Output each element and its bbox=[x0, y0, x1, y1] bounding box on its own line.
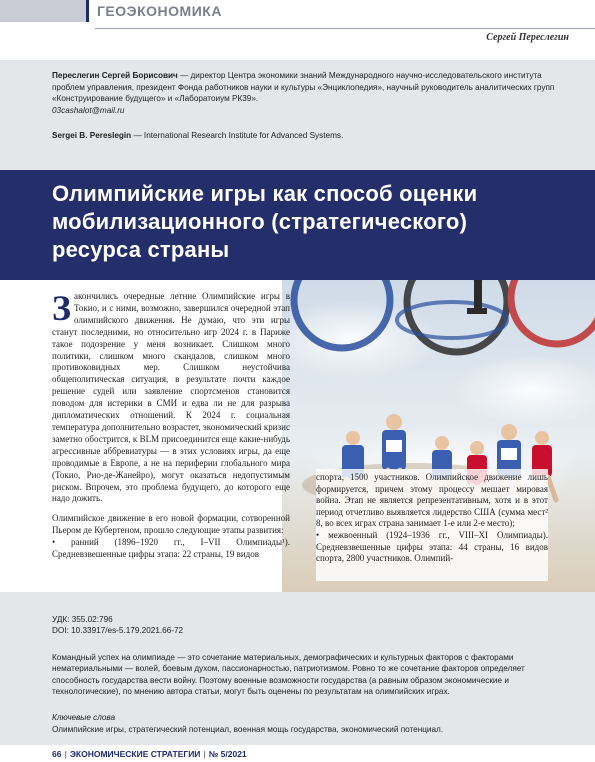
udk-code: УДК: 355.02:796 bbox=[52, 615, 113, 624]
page-number: 66 bbox=[52, 749, 62, 759]
body-column-right bbox=[316, 469, 548, 581]
paragraph-interwar-stage: • межвоенный (1924–1936 гг., VIII–XI Олимпиады). Средневзвешенные цифры этапа: 44 страны, 16 видов спорта, 2800 участников. Олимпий- bbox=[316, 529, 548, 564]
paragraph-early-stage: • ранний (1896–1920 гг., I–VII Олимпиады¹). Средневзвешенные цифры этапа: 22 страны, 19 видов bbox=[52, 537, 290, 560]
doi-code[interactable]: DOI: 10.33917/es-5.179.2021.66-72 bbox=[52, 626, 184, 636]
abstract: Командный успех на олимпиаде — это сочетание материальных, демографических и культурных факторов с факторами нематериальными — волей, боевым духом, пассионарностью, патриотизмом. Ровно то же сочетание факторов определяет способность государства вести войну. Поэтому военные возможности государства (а равным образом экономические и технологические), по мнению автора статьи, могут быть оценены по результатам на олимпийских играх. bbox=[52, 652, 525, 697]
page-footer: 66 | ЭКОНОМИЧЕСКИЕ СТРАТЕГИИ | № 5/2021 bbox=[52, 749, 247, 759]
drop-cap: З bbox=[52, 288, 72, 328]
author-bio bbox=[0, 60, 595, 170]
bio-name-ru: Переслегин Сергей Борисович bbox=[52, 71, 178, 80]
bio-text-en: — International Research Institute for Advanced Systems. bbox=[131, 131, 344, 141]
article-title: Олимпийские игры как способ оценки мобилизационного (стратегического) ресурса страны bbox=[52, 181, 478, 262]
issue-number: № 5/2021 bbox=[208, 749, 247, 759]
body-column-left bbox=[52, 288, 290, 561]
paragraph-stages: Олимпийское движение в его новой формации, сотворенной Пьером де Кубертеном, прошло следующие этапы развития: bbox=[52, 513, 290, 536]
journal-name: ЭКОНОМИЧЕСКИЕ СТРАТЕГИИ bbox=[69, 749, 201, 759]
article-meta bbox=[0, 592, 595, 745]
keywords-label: Ключевые слова bbox=[52, 713, 116, 723]
section-rubric: ГЕОЭКОНОМИКА bbox=[86, 0, 222, 22]
bio-en bbox=[52, 130, 555, 142]
paragraph-early-stage-cont: спорта, 1500 участников. Олимпийское движение лишь формируется, причем этому процессу мешает мировая война. Этап не является репрезентативным, хотя и в этот период отчетливо выявляется лидерство США (сумма мест² 8, во всех играх страна занимает 1-е или 2-е место); bbox=[316, 472, 548, 529]
bio-email[interactable]: 03cashalot@mail.ru bbox=[52, 105, 125, 115]
keywords: Олимпийские игры, стратегический потенциал, военная мощь государства, экономический потенциал. bbox=[52, 724, 444, 734]
paragraph-intro bbox=[52, 288, 290, 505]
bio-name-en: Sergei B. Pereslegin bbox=[52, 131, 132, 141]
title-banner bbox=[0, 170, 595, 280]
header-author: Сергей Переслегин bbox=[486, 32, 569, 43]
header-rule bbox=[95, 28, 595, 29]
bio-text-ru: — директор Центра экономики знаний Международного научно-исследовательского института проблем управления, президент Фонда работников науки и культуры «Энциклопедия», научный руководитель аналитических групп «Конструирование будущего» и «Лаборатоиум РК39». bbox=[52, 71, 555, 104]
paragraph-intro-text: акончились очередные летние Олимпийские игры в Токио, и с ними, возможно, завершился очередной этап олимпийского движения. Не думаю, что эти игры станут последними, но относительно игр 2024 г. в Париже такое подозрение у меня возникает. Слишком много политики, слишком много скандалов, слишком много противоковидных мер. Слишком неустойчива общеполитическая ситуация, в результате почти каждое решение судей или заявление спортсменов становится поводом для истерики в СМИ и едва ли не для разрыва дипломатических отношений. К 2024 г. социальная температура дополнительно возрастет, экономический кризис заметно обострится, к BLM присоединится еще какие-нибудь агрессивные аббревиатуры — в этих условиях игры, да еще проводимые в Европе, а не на периферии глобального мира (Токио, Рио-де-Жанейро), могут оказаться недопустимым риском. Впрочем, это проблема будущего, до которого еще надо дожить. bbox=[52, 291, 290, 504]
header-stripe bbox=[0, 0, 86, 22]
bio-ru bbox=[52, 70, 555, 105]
